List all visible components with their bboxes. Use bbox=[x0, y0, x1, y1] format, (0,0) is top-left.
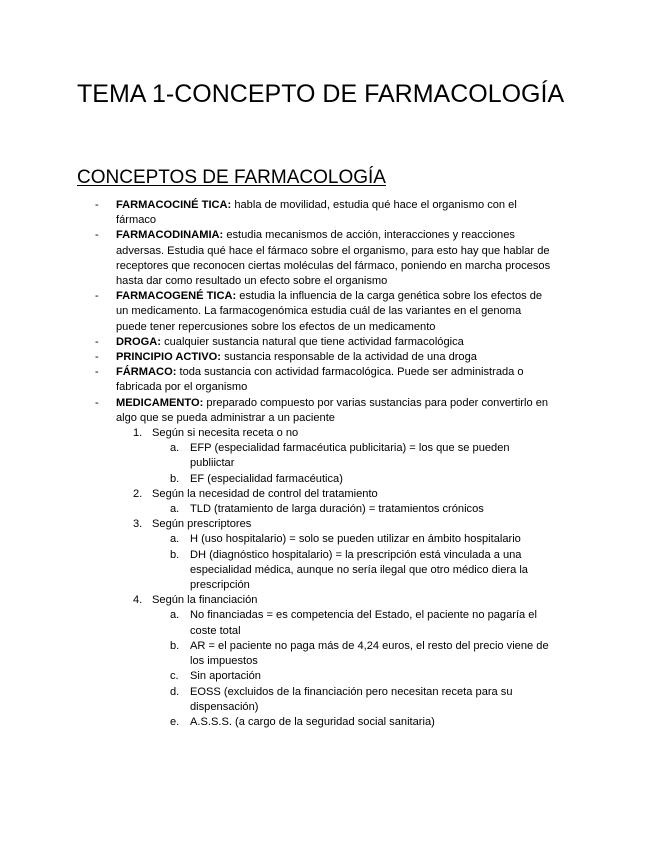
classification-label: Según si necesita receta o no bbox=[152, 427, 299, 440]
subitem-letter: a. bbox=[170, 442, 180, 455]
classification-item bbox=[0, 426, 552, 441]
subitem bbox=[0, 639, 554, 669]
subitem bbox=[0, 472, 554, 487]
definition-text: estudia mecanismos de acción, interacciones y reacciones adversas. Estudia qué hace el fármaco sobre el organismo, para esto hay que hablar de receptores que reconocen ciertas moléculas del fármaco, poniendo en marcha procesos hasta dar como resultado un efecto sobre el organismo bbox=[116, 229, 551, 288]
definition-term: FARMACODINAMIA: bbox=[116, 229, 224, 242]
bullet-marker: - bbox=[95, 351, 99, 364]
subitem-letter: a. bbox=[170, 533, 180, 546]
definition-text: preparado compuesto por varias sustancias para poder convertirlo en algo que se pueda administrar a un paciente bbox=[116, 396, 549, 424]
classification-item bbox=[0, 487, 552, 502]
subitem bbox=[0, 441, 554, 471]
subitem bbox=[0, 608, 554, 638]
subitem bbox=[0, 669, 554, 684]
subitem bbox=[0, 532, 554, 547]
bullet-marker: - bbox=[95, 335, 99, 348]
subitem bbox=[0, 685, 554, 715]
subitem-text: DH (diagnóstico hospitalario) = la prescripción está vinculada a una especialidad médica, aunque no sería ilegal que otro médico diera la prescripción bbox=[190, 548, 528, 592]
subitem-text: EFP (especialidad farmacéutica publicitaria) = los que se pueden publiictar bbox=[190, 442, 510, 470]
definition-term: PRINCIPIO ACTIVO: bbox=[116, 351, 221, 364]
list-number: 4. bbox=[133, 594, 143, 607]
definition-term: FARMACOCINÉ TICA: bbox=[116, 199, 232, 211]
subitem bbox=[0, 715, 554, 730]
definition-text: sustancia responsable de la actividad de una droga bbox=[224, 351, 477, 364]
subitem-letter: b. bbox=[170, 639, 180, 652]
definition-term: MEDICAMENTO: bbox=[116, 396, 204, 409]
bullet-marker: - bbox=[95, 229, 99, 242]
subitem-text: Sin aportación bbox=[190, 670, 261, 683]
definition-item bbox=[0, 198, 554, 228]
classification-label: Según prescriptores bbox=[152, 518, 252, 531]
classification-item bbox=[0, 593, 552, 608]
subitem-text: AR = el paciente no paga más de 4,24 euros, el resto del precio viene de los impuestos bbox=[190, 639, 549, 668]
definition-text: cualquier sustancia natural que tiene actividad farmacológica bbox=[164, 335, 464, 348]
definition-item bbox=[0, 289, 554, 335]
classification-item bbox=[0, 517, 552, 532]
list-number: 2. bbox=[133, 487, 143, 500]
definition-text: toda sustancia con actividad farmacológica. Puede ser administrada o fabricada por el organismo bbox=[116, 366, 524, 394]
subitem-letter: d. bbox=[170, 685, 180, 698]
subitem bbox=[0, 502, 554, 517]
bullet-marker: - bbox=[95, 396, 99, 409]
subitem-letter: b. bbox=[170, 548, 180, 561]
definition-item bbox=[0, 396, 554, 426]
subitem-text: EOSS (excluidos de la financiación pero necesitan receta para su dispensación) bbox=[190, 685, 513, 713]
subitem-text: A.S.S.S. (a cargo de la seguridad social sanitaria) bbox=[190, 715, 435, 728]
definition-text: estudia la influencia de la carga genética sobre los efectos de un medicamento. La farmacogenómica estudia cuál de las variantes en el genoma puede tener repercusiones sobre los efectos de un medicamento bbox=[116, 290, 543, 333]
subitem-letter: c. bbox=[170, 670, 179, 683]
list-number: 3. bbox=[133, 518, 143, 531]
section-heading: CONCEPTOS DE FARMACOLOGÍA bbox=[77, 167, 386, 188]
definition-item bbox=[0, 350, 554, 365]
classification-label: Según la financiación bbox=[152, 594, 258, 607]
definition-text: habla de movilidad, estudia qué hace el organismo con el fármaco bbox=[116, 199, 517, 227]
document-title: TEMA 1-CONCEPTO DE FARMACOLOGÍA bbox=[77, 80, 565, 108]
definition-term: FÁRMACO: bbox=[116, 366, 177, 379]
subitem bbox=[0, 548, 554, 594]
definition-item bbox=[0, 335, 554, 350]
definition-term: FARMACOGENÉ TICA: bbox=[116, 290, 237, 303]
subitem-text: H (uso hospitalario) = solo se pueden utilizar en ámbito hospitalario bbox=[190, 533, 521, 546]
subitem-letter: a. bbox=[170, 609, 180, 622]
bullet-marker: - bbox=[95, 290, 99, 303]
subitem-letter: b. bbox=[170, 472, 180, 485]
definition-item bbox=[0, 228, 554, 289]
subitem-letter: e. bbox=[170, 715, 180, 728]
definition-term: DROGA: bbox=[116, 335, 161, 348]
classification-label: Según la necesidad de control del tratamiento bbox=[152, 487, 378, 500]
definitions-list bbox=[0, 198, 655, 730]
subitem-letter: a. bbox=[170, 503, 180, 516]
subitem-text: EF (especialidad farmacéutica) bbox=[190, 472, 343, 485]
bullet-marker: - bbox=[95, 366, 99, 379]
list-number: 1. bbox=[133, 427, 143, 440]
subitem-text: No financiadas = es competencia del Estado, el paciente no pagaría el coste total bbox=[190, 609, 537, 637]
bullet-marker: - bbox=[95, 199, 99, 211]
definition-item bbox=[0, 365, 554, 395]
subitem-text: TLD (tratamiento de larga duración) = tratamientos crónicos bbox=[190, 503, 484, 516]
